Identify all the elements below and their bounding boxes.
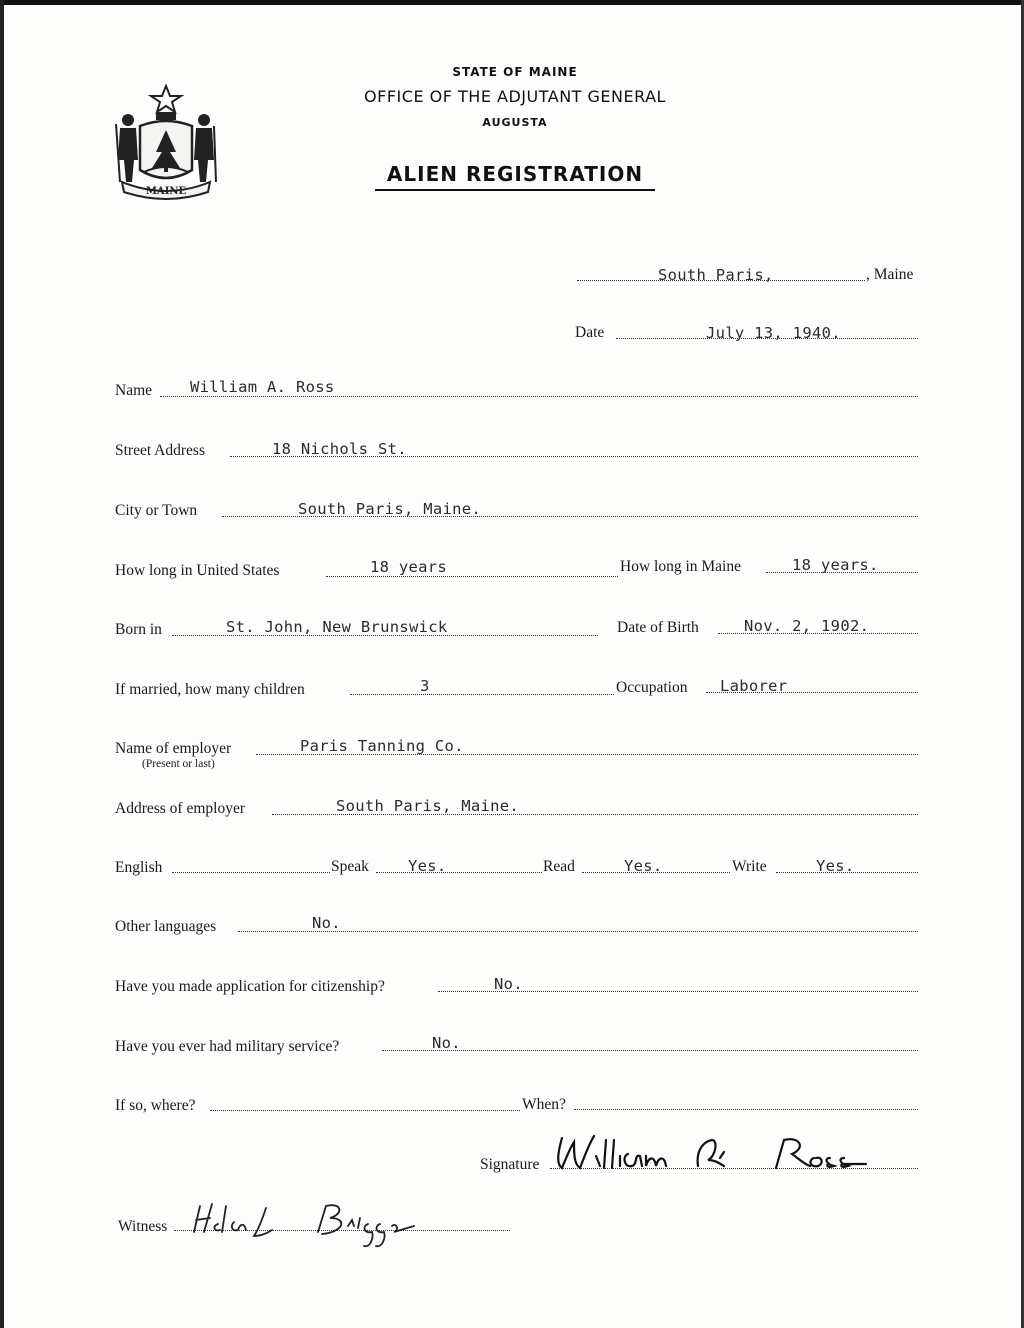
english-label: English xyxy=(115,859,163,876)
name-line xyxy=(160,396,918,397)
signature-handwriting xyxy=(548,1128,888,1180)
header-office: OFFICE OF THE ADJUTANT GENERAL xyxy=(364,87,666,106)
us-duration-label: How long in United States xyxy=(115,562,280,579)
title-underline xyxy=(375,189,655,191)
other-languages-label: Other languages xyxy=(115,918,217,935)
name-value: William A. Ross xyxy=(190,378,335,396)
speak-value: Yes. xyxy=(408,857,447,875)
read-value: Yes. xyxy=(624,857,663,875)
street-label: Street Address xyxy=(115,442,205,459)
children-label: If married, how many children xyxy=(115,681,305,698)
speak-line xyxy=(376,872,542,873)
employer-address-value: South Paris, Maine. xyxy=(336,797,520,815)
employer-label: Name of employer xyxy=(115,740,232,757)
maine-duration-label: How long in Maine xyxy=(620,558,741,575)
witness-label: Witness xyxy=(118,1218,168,1235)
place-value: South Paris, xyxy=(658,266,774,284)
write-label: Write xyxy=(732,858,767,875)
citizenship-value: No. xyxy=(494,975,523,993)
military-label: Have you ever had military service? xyxy=(115,1038,340,1055)
place-suffix: , Maine xyxy=(866,266,914,283)
scan-edge-top xyxy=(0,0,1024,5)
born-label: Born in xyxy=(115,621,162,638)
svg-text:MAINE: MAINE xyxy=(145,186,187,197)
dob-value: Nov. 2, 1902. xyxy=(744,617,870,635)
occupation-label: Occupation xyxy=(616,679,688,696)
scan-edge-left xyxy=(0,0,4,1328)
signature-label: Signature xyxy=(480,1156,540,1173)
city-label: City or Town xyxy=(115,502,198,519)
occupation-value: Laborer xyxy=(720,677,788,695)
read-label: Read xyxy=(543,858,575,875)
where-label: If so, where? xyxy=(115,1097,196,1114)
date-label: Date xyxy=(575,324,605,341)
date-value: July 13, 1940. xyxy=(706,324,841,342)
us-duration-line xyxy=(326,576,618,577)
dob-label: Date of Birth xyxy=(617,619,699,636)
military-value: No. xyxy=(432,1034,461,1052)
children-value: 3 xyxy=(420,677,430,695)
speak-label: Speak xyxy=(331,858,369,875)
street-value: 18 Nichols St. xyxy=(272,440,407,458)
when-line xyxy=(574,1109,918,1110)
children-line xyxy=(350,694,614,695)
header-city: AUGUSTA xyxy=(482,116,548,129)
other-languages-value: No. xyxy=(312,914,341,932)
employer-value: Paris Tanning Co. xyxy=(300,737,464,755)
citizenship-label: Have you made application for citizenship? xyxy=(115,978,385,995)
when-label: When? xyxy=(522,1096,566,1113)
write-value: Yes. xyxy=(816,857,855,875)
name-label: Name xyxy=(115,382,153,399)
header-state: STATE OF MAINE xyxy=(452,65,578,79)
employer-note: (Present or last) xyxy=(142,758,215,770)
military-line xyxy=(382,1050,918,1051)
maine-state-seal-icon xyxy=(110,78,222,200)
where-line xyxy=(210,1110,520,1111)
employer-address-label: Address of employer xyxy=(115,800,245,817)
us-duration-value: 18 years xyxy=(370,558,448,576)
english-line xyxy=(172,872,330,873)
witness-handwriting xyxy=(182,1196,452,1254)
born-value: St. John, New Brunswick xyxy=(226,618,448,636)
maine-duration-value: 18 years. xyxy=(792,556,879,574)
page-title: ALIEN REGISTRATION xyxy=(386,162,644,186)
city-value: South Paris, Maine. xyxy=(298,500,482,518)
